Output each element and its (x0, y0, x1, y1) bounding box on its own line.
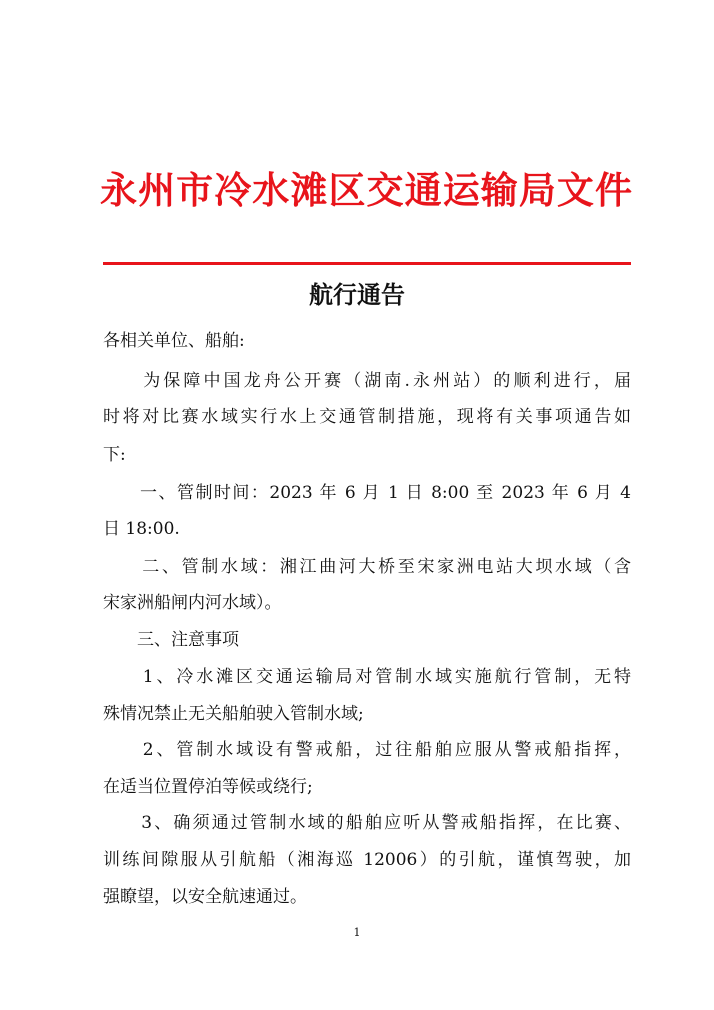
salutation: 各相关单位、船舶: (103, 331, 245, 351)
red-divider (103, 262, 631, 265)
paragraph-line: 为保障中国龙舟公开赛（湖南.永州站）的顺利进行，届 (103, 371, 631, 391)
paragraph-line: 训练间隙服从引航船（湘海巡 12006）的引航，谨慎驾驶，加 (103, 850, 631, 870)
paragraph-line: 3、确须通过管制水域的船舶应听从警戒船指挥，在比赛、 (103, 813, 631, 833)
notice-heading: 航行通告 (309, 280, 405, 309)
paragraph-line: 强瞭望，以安全航速通过。 (103, 887, 307, 907)
paragraph-line: 下: (103, 445, 126, 465)
paragraph-line: 二、管制水域：湘江曲河大桥至宋家洲电站大坝水域（含 (103, 557, 631, 577)
page-number: 1 (353, 926, 361, 939)
paragraph-line: 宋家洲船闸内河水域）。 (103, 593, 282, 613)
paragraph-line: 1、冷水滩区交通运输局对管制水域实施航行管制，无特 (103, 667, 631, 687)
paragraph-line: 时将对比赛水域实行水上交通管制措施，现将有关事项通告如 (103, 407, 631, 427)
paragraph-line: 日 18:00. (103, 519, 180, 539)
paragraph-line: 殊情况禁止无关船舶驶入管制水域; (103, 704, 364, 724)
paragraph-line: 在适当位置停泊等候或绕行; (103, 777, 313, 797)
section-heading: 三、注意事项 (103, 630, 239, 650)
paragraph-line: 2、管制水域设有警戒船，过往船舶应服从警戒船指挥， (103, 740, 631, 760)
document-header-title: 永州市冷水滩区交通运输局文件 (100, 168, 632, 212)
paragraph-line: 一、管制时间：2023 年 6 月 1 日 8:00 至 2023 年 6 月 4 (103, 483, 631, 503)
